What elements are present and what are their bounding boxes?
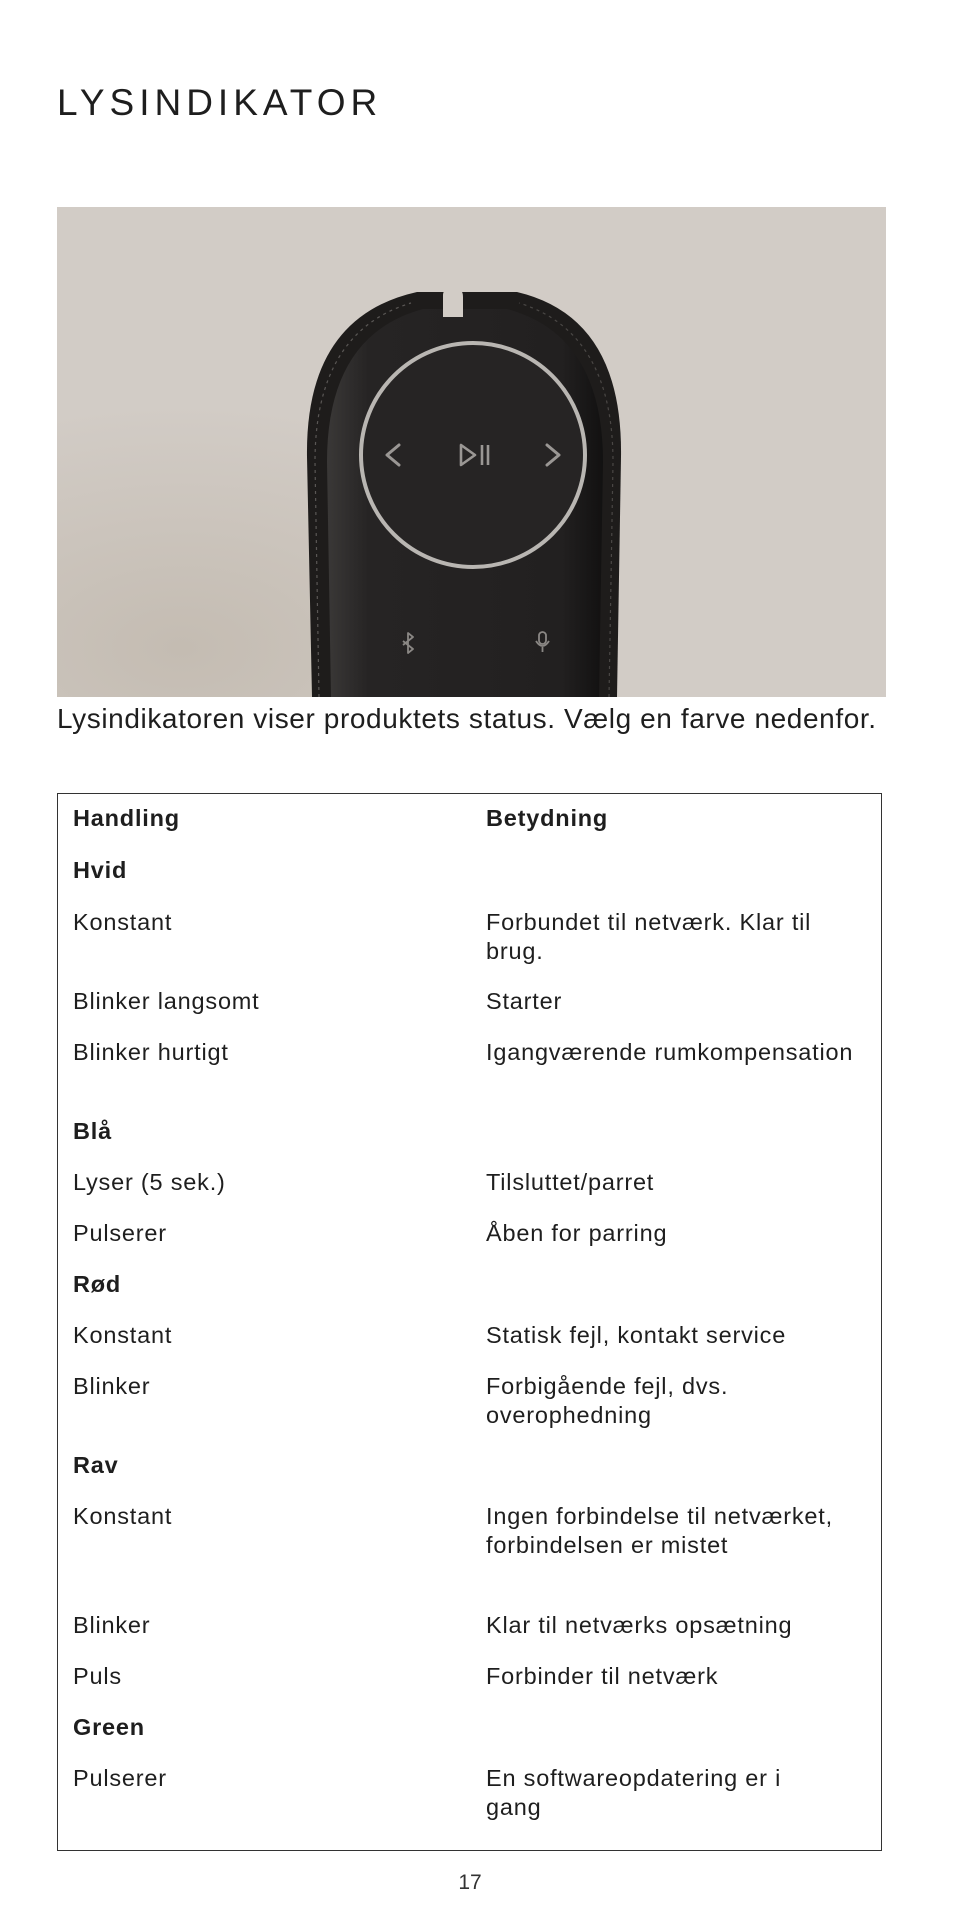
row-meaning: Tilsluttet/parret [486, 1169, 655, 1195]
intro-text: Lysindikatoren viser produktets status. Vælg en farve nedenfor. [57, 703, 877, 734]
row-action: Lyser (5 sek.) [73, 1169, 226, 1195]
row-action: Blinker hurtigt [73, 1039, 229, 1065]
row-action: Pulserer [73, 1765, 167, 1791]
group-name: Rød [73, 1271, 122, 1297]
page-number: 17 [458, 1871, 482, 1894]
row-meaning: Igangværende rumkompensation [486, 1039, 854, 1065]
row-meaning: Klar til netværks opsætning [486, 1612, 793, 1638]
row-meaning: Ingen forbindelse til netværket, forbindelsen er mistet [486, 1503, 833, 1558]
row-action: Konstant [73, 909, 173, 935]
row-action: Blinker [73, 1373, 151, 1399]
row-meaning: Forbinder til netværk [486, 1663, 719, 1689]
row-action: Blinker langsomt [73, 988, 260, 1014]
row-action: Konstant [73, 1322, 173, 1348]
row-action: Puls [73, 1663, 122, 1689]
group-name: Green [73, 1714, 145, 1740]
row-meaning: Forbigående fejl, dvs. overophedning [486, 1373, 729, 1428]
group-name: Hvid [73, 857, 128, 883]
row-action: Blinker [73, 1612, 151, 1638]
row-meaning: En softwareopdatering er i gang [486, 1765, 782, 1820]
header-action: Handling [73, 805, 180, 831]
product-photo [57, 207, 886, 697]
header-meaning: Betydning [486, 805, 609, 831]
light-indicator-table [57, 793, 882, 1851]
row-meaning: Starter [486, 988, 563, 1014]
row-meaning: Åben for parring [486, 1220, 668, 1246]
row-meaning: Statisk fejl, kontakt service [486, 1322, 787, 1348]
group-name: Rav [73, 1452, 119, 1478]
page-title: LYSINDIKATOR [57, 82, 383, 123]
group-name: Blå [73, 1118, 112, 1144]
row-action: Konstant [73, 1503, 173, 1529]
row-meaning: Forbundet til netværk. Klar til brug. [486, 909, 812, 964]
row-action: Pulserer [73, 1220, 167, 1246]
